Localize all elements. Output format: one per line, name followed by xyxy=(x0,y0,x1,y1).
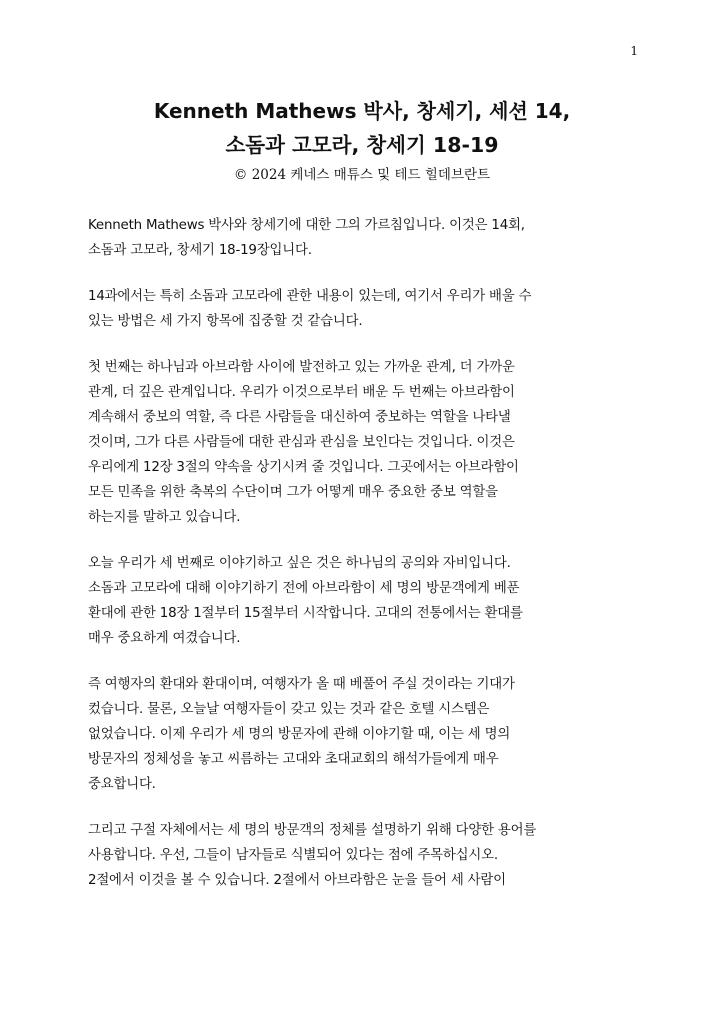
document-title-line-2: 소돔과 고모라, 창세기 18-19 xyxy=(225,133,499,157)
paragraph-line: 관계, 더 깊은 관계입니다. 우리가 이것으로부터 배운 두 번째는 아브라함이 xyxy=(88,385,515,400)
paragraph xyxy=(88,213,648,263)
paragraph-line: 우리에게 12장 3절의 약속을 상기시켜 줄 것입니다. 그곳에서는 아브라함이 xyxy=(88,460,519,475)
paragraph-line: 중요합니다. xyxy=(88,777,156,792)
paragraph-line: 즉 여행자의 환대와 환대이며, 여행자가 올 때 베풀어 주실 것이라는 기대가 xyxy=(88,677,515,692)
paragraph-line: 그리고 구절 자체에서는 세 명의 방문객의 정체를 설명하기 위해 다양한 용어를 xyxy=(88,823,537,838)
paragraph xyxy=(88,551,648,651)
title-block xyxy=(0,94,724,186)
paragraph-line: 모든 민족을 위한 축복의 수단이며 그가 어떻게 매우 중요한 중보 역할을 xyxy=(88,485,498,500)
paragraph-line: 매우 중요하게 여겼습니다. xyxy=(88,631,241,646)
paragraph-line: Kenneth Mathews 박사와 창세기에 대한 그의 가르침입니다. 이것은 14회, xyxy=(88,218,525,233)
paragraph-line: 환대에 관한 18장 1절부터 15절부터 시작합니다. 고대의 전통에서는 환대를 xyxy=(88,606,523,621)
copyright-notice: © 2024 케네스 매튜스 및 테드 힐데브란트 xyxy=(233,167,491,183)
paragraph-line: 있는 방법은 세 가지 항목에 집중할 것 같습니다. xyxy=(88,314,363,329)
paragraph-line: 오늘 우리가 세 번째로 이야기하고 싶은 것은 하나님의 공의와 자비입니다. xyxy=(88,556,511,571)
paragraph-line: 첫 번째는 하나님과 아브라함 사이에 발전하고 있는 가까운 관계, 더 가까운 xyxy=(88,360,515,375)
paragraph xyxy=(88,355,648,530)
paragraph-line: 것이며, 그가 다른 사람들에 대한 관심과 관심을 보인다는 것입니다. 이것은 xyxy=(88,435,515,450)
paragraph-line: 14과에서는 특히 소돔과 고모라에 관한 내용이 있는데, 여기서 우리가 배울 수 xyxy=(88,289,532,304)
page-number: 1 xyxy=(630,44,638,58)
paragraph xyxy=(88,818,648,893)
paragraph-line: 사용합니다. 우선, 그들이 남자들로 식별되어 있다는 점에 주목하십시오. xyxy=(88,848,498,863)
paragraph xyxy=(88,284,648,334)
paragraph-line: 없었습니다. 이제 우리가 세 명의 방문자에 관해 이야기할 때, 이는 세 명의 xyxy=(88,727,511,742)
paragraph-line: 소돔과 고모라에 대해 이야기하기 전에 아브라함이 세 명의 방문객에게 베푼 xyxy=(88,581,520,596)
paragraph-line: 계속해서 중보의 역할, 즉 다른 사람들을 대신하여 중보하는 역할을 나타낼 xyxy=(88,410,511,425)
document-title-line-1: Kenneth Mathews 박사, 창세기, 세션 14, xyxy=(153,99,571,123)
body-text xyxy=(88,213,648,914)
paragraph-line: 2절에서 이것을 볼 수 있습니다. 2절에서 아브라함은 눈을 들어 세 사람이 xyxy=(88,873,506,888)
paragraph-line: 컸습니다. 물론, 오늘날 여행자들이 갖고 있는 것과 같은 호텔 시스템은 xyxy=(88,702,490,717)
paragraph-line: 하는지를 말하고 있습니다. xyxy=(88,510,241,525)
paragraph-line: 소돔과 고모라, 창세기 18-19장입니다. xyxy=(88,243,312,258)
paragraph-line: 방문자의 정체성을 놓고 씨름하는 고대와 초대교회의 해석가들에게 매우 xyxy=(88,752,499,767)
paragraph xyxy=(88,672,648,797)
